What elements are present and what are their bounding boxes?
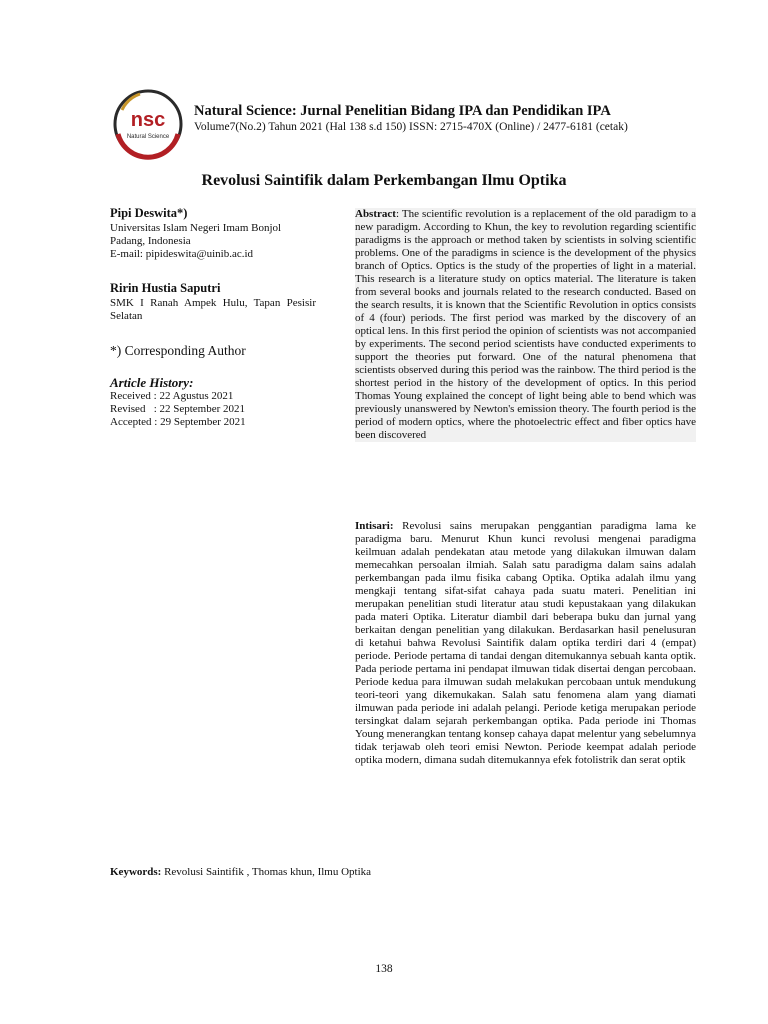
affiliation-line: Universitas Islam Negeri Imam Bonjol bbox=[110, 222, 282, 234]
history-revised: Revised : 22 September 2021 bbox=[110, 403, 246, 415]
journal-meta: Volume7(No.2) Tahun 2021 (Hal 138 s.d 150) ISSN: 2715-470X (Online) / 2477-6181 (cetak) bbox=[194, 121, 628, 133]
abstract-section bbox=[355, 208, 696, 442]
abstract-text: : The scientific revolution is a replacement of the old paradigm to a new paradigm. According to Khun, the key to revolution regarding scientific paradigms is the approach or method taken by scientists in solving scientific problems. One of the paradigms in science is the development of the physics branch of Optics. Optics is the study of the properties of light in a material. This research is a literature study on optics material. The literature is taken from several books and journals related to the research conducted. Based on the search results, it is known that the Scientific Revolution in optics consists of 4 (four) periods. The first period was marked by the discovery of an optical lens. In this first period the opinion of scientists was not accompanied by experiments. The second period scientists have conducted experiments to support the theories put forward. One of the natural phenomena that scientists observed during this period was the rainbow. The third period is the shortest period in the history of the development of optics. In this period Thomas Young explained the concept of light being able to bend which was previously unanswered by Newton's emission theory. The fourth period is the period of modern optics, where the photoelectric effect and fiber optics have been discovered bbox=[355, 208, 696, 441]
intisari-section bbox=[355, 520, 696, 767]
intisari-text: Revolusi sains merupakan penggantian paradigma lama ke paradigma baru. Menurut Khun kunci revolusi mengenai paradigma keilmuan adalah pendekatan atau metode yang dilakukan ilmuwan dalam memecahkan persoalan ilmiah. Salah satu paradigma dalam sains adalah perkembangan pada ilmu fisika cabang Optika. Optika adalah ilmu yang mengkaji tentang sifat-sifat cahaya pada suatu materi. Penelitian ini merupakan penelitian studi literatur atau studi kepustakaan yang dilakukan pada materi Optika. Literatur diambil dari beberapa buku dan jurnal yang berkaitan dengan penelitian yang dilakukan. Berdasarkan hasil penelusuran di ketahui bahwa Revolusi Saintifik dalam optika terdiri dari 4 (empat) periode. Periode pertama di tandai dengan ditemukannya sebuah kanta optik. Pada periode pertama ini pendapat ilmuwan tidak disertai dengan percobaan. Periode kedua para ilmuwan sudah melakukan percobaan untuk mendukung teori-teori yang dikemukakan. Salah satu fenomena alam yang diamati ilmuwan pada periode ini adalah pelangi. Periode ketiga merupakan periode tersingkat dalam sejarah perkembangan optika. Pada periode ini Thomas Young menerangkan tentang konsep cahaya dapat melentur yang sebelumnya tidak terjawab oleh teori emisi Newton. Periode keempat adalah periode optika modern, dimana sudah ditemukannya efek fotolistrik dan serat optik bbox=[355, 520, 696, 766]
keywords-label: Keywords: bbox=[110, 866, 162, 878]
history-heading: Article History: bbox=[110, 375, 194, 390]
history-received: Received : 22 Agustus 2021 bbox=[110, 390, 234, 402]
page-number: 138 bbox=[375, 963, 393, 975]
article-title: Revolusi Saintifik dalam Perkembangan Ilmu Optika bbox=[201, 172, 567, 189]
journal-title: Natural Science: Jurnal Penelitian Bidang IPA dan Pendidikan IPA bbox=[194, 103, 611, 119]
affiliation-line: Padang, Indonesia bbox=[110, 235, 191, 247]
logo-text: Natural Science bbox=[126, 134, 170, 140]
author-email: E-mail: pipideswita@uinib.ac.id bbox=[110, 248, 254, 260]
article-history bbox=[110, 376, 342, 429]
author-block-2 bbox=[110, 282, 342, 323]
corresponding-author-note: *) Corresponding Author bbox=[110, 343, 246, 358]
author-affiliation bbox=[110, 297, 316, 323]
keywords-line bbox=[110, 866, 371, 878]
affiliation-line: SMK I Ranah Ampek Hulu, Tapan Pesisir Selatan bbox=[110, 297, 316, 322]
author-affiliation bbox=[110, 222, 342, 261]
author-name: Ririn Hustia Saputri bbox=[110, 281, 221, 295]
history-accepted: Accepted : 29 September 2021 bbox=[110, 416, 246, 428]
abstract-label: Abstract bbox=[355, 208, 396, 220]
svg-text:nsc: nsc bbox=[130, 109, 166, 131]
journal-logo bbox=[112, 88, 184, 160]
author-name: Pipi Deswita*) bbox=[110, 206, 188, 220]
intisari-label: Intisari: bbox=[355, 520, 394, 532]
author-block-1 bbox=[110, 207, 342, 261]
keywords-text: Revolusi Saintifik , Thomas khun, Ilmu Optika bbox=[161, 866, 372, 878]
